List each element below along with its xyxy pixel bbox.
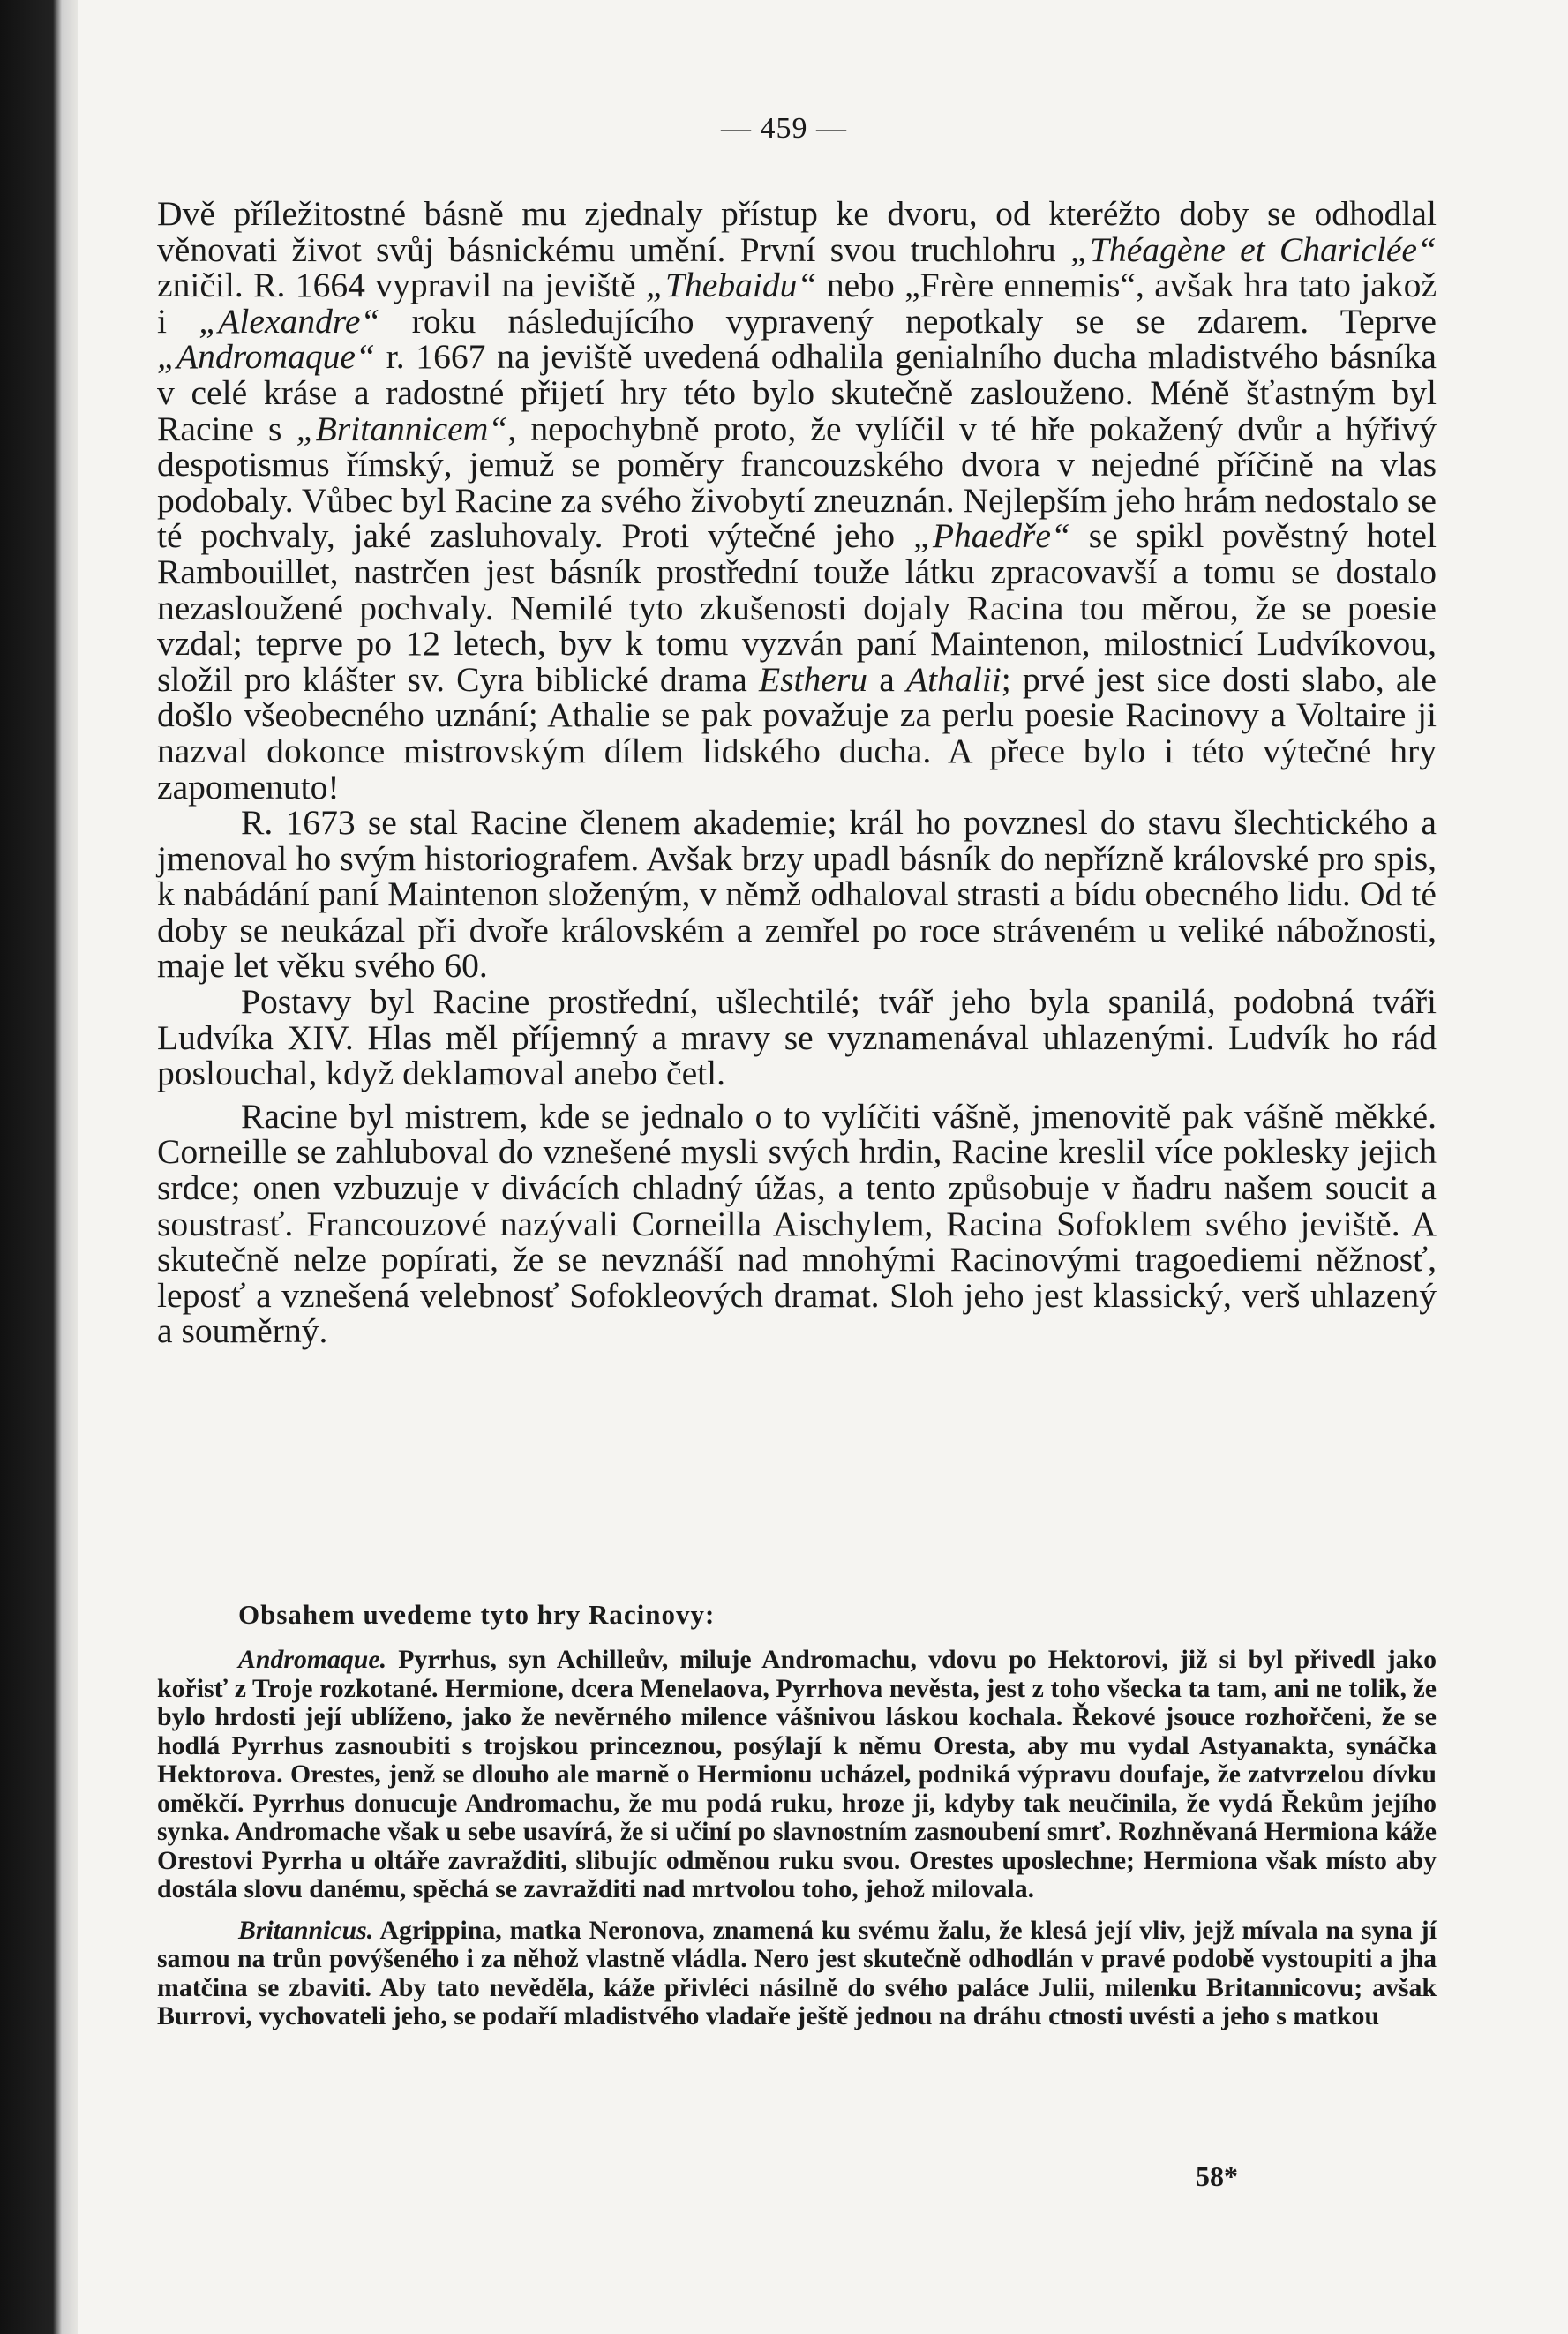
play-title: Britannicus. [238,1915,374,1945]
paragraph-career: Dvě příležitostné básně mu zjednaly přístup ke dvoru, od kteréžto doby se odhodlal věnovati život svůj básnickému umění. První svou truchlohru „Théagène et Chariclée“ zničil. R. 1664 vypravil na jeviště „Thebaidu“ nebo „Frère ennemis“, avšak hra tato jakož i „Alexandre“ roku následujícího vypravený nepotkaly se se zdarem. Teprve „Andromaque“ r. 1667 na jeviště uvedená odhalila genialního ducha mladistvého básníka v celé kráse a radostné přijetí hry této bylo skutečně zaslouženo. Méně šťastným byl Racine s „Britannicem“, nepochybně proto, že vylíčil v té hře pokažený dvůr a hýřivý despotismus římský, jemuž se poměry francouzského dvora v nejedné příčině na vlas podobaly. Vůbec byl Racine za svého živobytí zneuznán. Nejlepším jeho hrám nedostalo se té pochvaly, jaké zasluhovaly. Proti výtečné jeho „Phaedře“ se spikl pověstný hotel Rambouillet, nastrčen jest básník prostřední touže látku zpracovavší a tomu se dostalo nezasloužené pochvaly. Nemilé tyto zkušenosti dojaly Racina tou měrou, že se poesie vzdal; teprve po 12 letech, byv k tomu vyzván paní Maintenon, milostnicí Ludvíkovou, složil pro klášter sv. Cyra biblické drama Estheru a Athalii; prvé jest sice dosti slabo, ale došlo všeobecného uznání; Athalie se pak považuje za perlu poesie Racinovy a Voltaire ji nazval dokonce mistrovským dílem lidského ducha. A přece bylo i této výtečné hry zapomenuto! [157,194,1437,807]
summary-andromaque: Andromaque. Pyrrhus, syn Achilleův, miluje Andromachu, vdovu po Hektorovi, již si byl přivedl jako kořisť z Troje rozkotané. Hermione, dcera Menelaova, Pyrrhova nevěsta, jest z toho všecka ta tam, ani ne tolik, že bylo hrdosti její ublíženo, jako že nevěrného milence vášnivou láskou kochala. Řekové jsouce rozhořčeni, že se hodlá Pyrrhus zasnoubiti s trojskou princeznou, posýlají k němu Oresta, aby mu vydal Astyanakta, synáčka Hektorova. Orestes, jenž se dlouho ale marně o Hermionu ucházel, podniká výpravu doufaje, že zatvrzelou dívku oměkčí. Pyrrhus donucuje Andromachu, že mu podá ruku, hroze ji, kdyby tak neučinila, že vydá Řekům jejího synka. Andromache však u sebe usavírá, že si učiní po slavnostním zasnoubení smrť. Rozhněvaná Hermiona káže Orestovi Pyrrha u oltáře zavražditi, slibujíc odměnou ruku svou. Orestes uposlechne; Hermiona však místo aby dostála slovu danému, spěchá se zavražditi nad mrtvolou toho, jehož milovala. [157,1645,1437,1903]
printer-signature: 58* [1196,2160,1238,2192]
paragraph-academy: R. 1673 se stal Racine členem akademie; král ho povznesl do stavu šlechtického a jmenoval ho svým historiografem. Avšak brzy upadl básník do nepřízně královské pro spis, k nabádání paní Maintenon složeným, v němž odhaloval strasti a bídu obecného lidu. Od té doby se neukázal při dvoře královském a zemřel po roce stráveném u veliké nábožnosti, maje let věku svého 60. [157,803,1437,986]
work-title: „Alexandre“ [199,301,380,341]
work-title: „Andromaque“ [157,337,376,377]
paragraph-appearance: Postavy byl Racine prostřední, ušlechtilé; tvář jeho byla spanilá, podobná tváři Ludvíka XIV. Hlas měl příjemný a mravy se vyznamenával uhlazenými. Ludvík ho rád poslouchal, když deklamoval anebo četl. [157,982,1437,1093]
binding-edge [0,0,78,2334]
work-title: „Thebaidu“ [645,266,817,305]
play-title: Andromaque. [238,1645,387,1674]
play-summaries [157,1646,1437,2031]
summary-heading: Obsahem uvedeme tyto hry Racinovy: [238,1599,716,1630]
work-title: Estheru [758,659,868,699]
page-number: — 459 — [721,112,847,145]
work-title: „Britannicem“ [296,409,508,448]
work-title: „Phaedře“ [912,516,1070,556]
summary-britannicus: Britannicus. Agrippina, matka Neronova, znamená ku svému žalu, že klesá její vliv, jejž mívala na syna jí samou na trůn povýšeného i za něhož vlastně vládla. Nero jest skutečně odhodlán v pravé podobě vystoupiti a jha matčina se zbaviti. Aby tato nevěděla, káže přivléci násilně do svého paláce Julii, milenku Britannicovu; avšak Burrovi, vychovateli jeho, se podaří mladistvého vladaře ještě jednou na dráhu ctnosti uvésti a jeho s matkou [157,1915,1437,2030]
paragraph-style: Racine byl mistrem, kde se jednalo o to vylíčiti vášně, jmenovitě pak vášně měkké. Corneille se zahluboval do vznešené mysli svých hrdin, Racine kreslil více poklesky jejich srdce; onen vzbuzuje v divácích chladný úžas, a tento způsobuje v ňadru našem soucit a soustrasť. Francouzové nazývali Corneilla Aischylem, Racina Sofoklem svého jeviště. A skutečně nelze popírati, že se nevznáší nad mnohými Racinovými tragoediemi něžnosť, leposť a vznešená velebnosť Sofokleových dramat. Sloh jeho jest klassický, verš uhlazený a souměrný. [157,1096,1437,1351]
work-title: Athalii [905,659,1002,699]
main-text [157,196,1437,1349]
work-title: „Théagène et Chariclée“ [1069,229,1437,269]
